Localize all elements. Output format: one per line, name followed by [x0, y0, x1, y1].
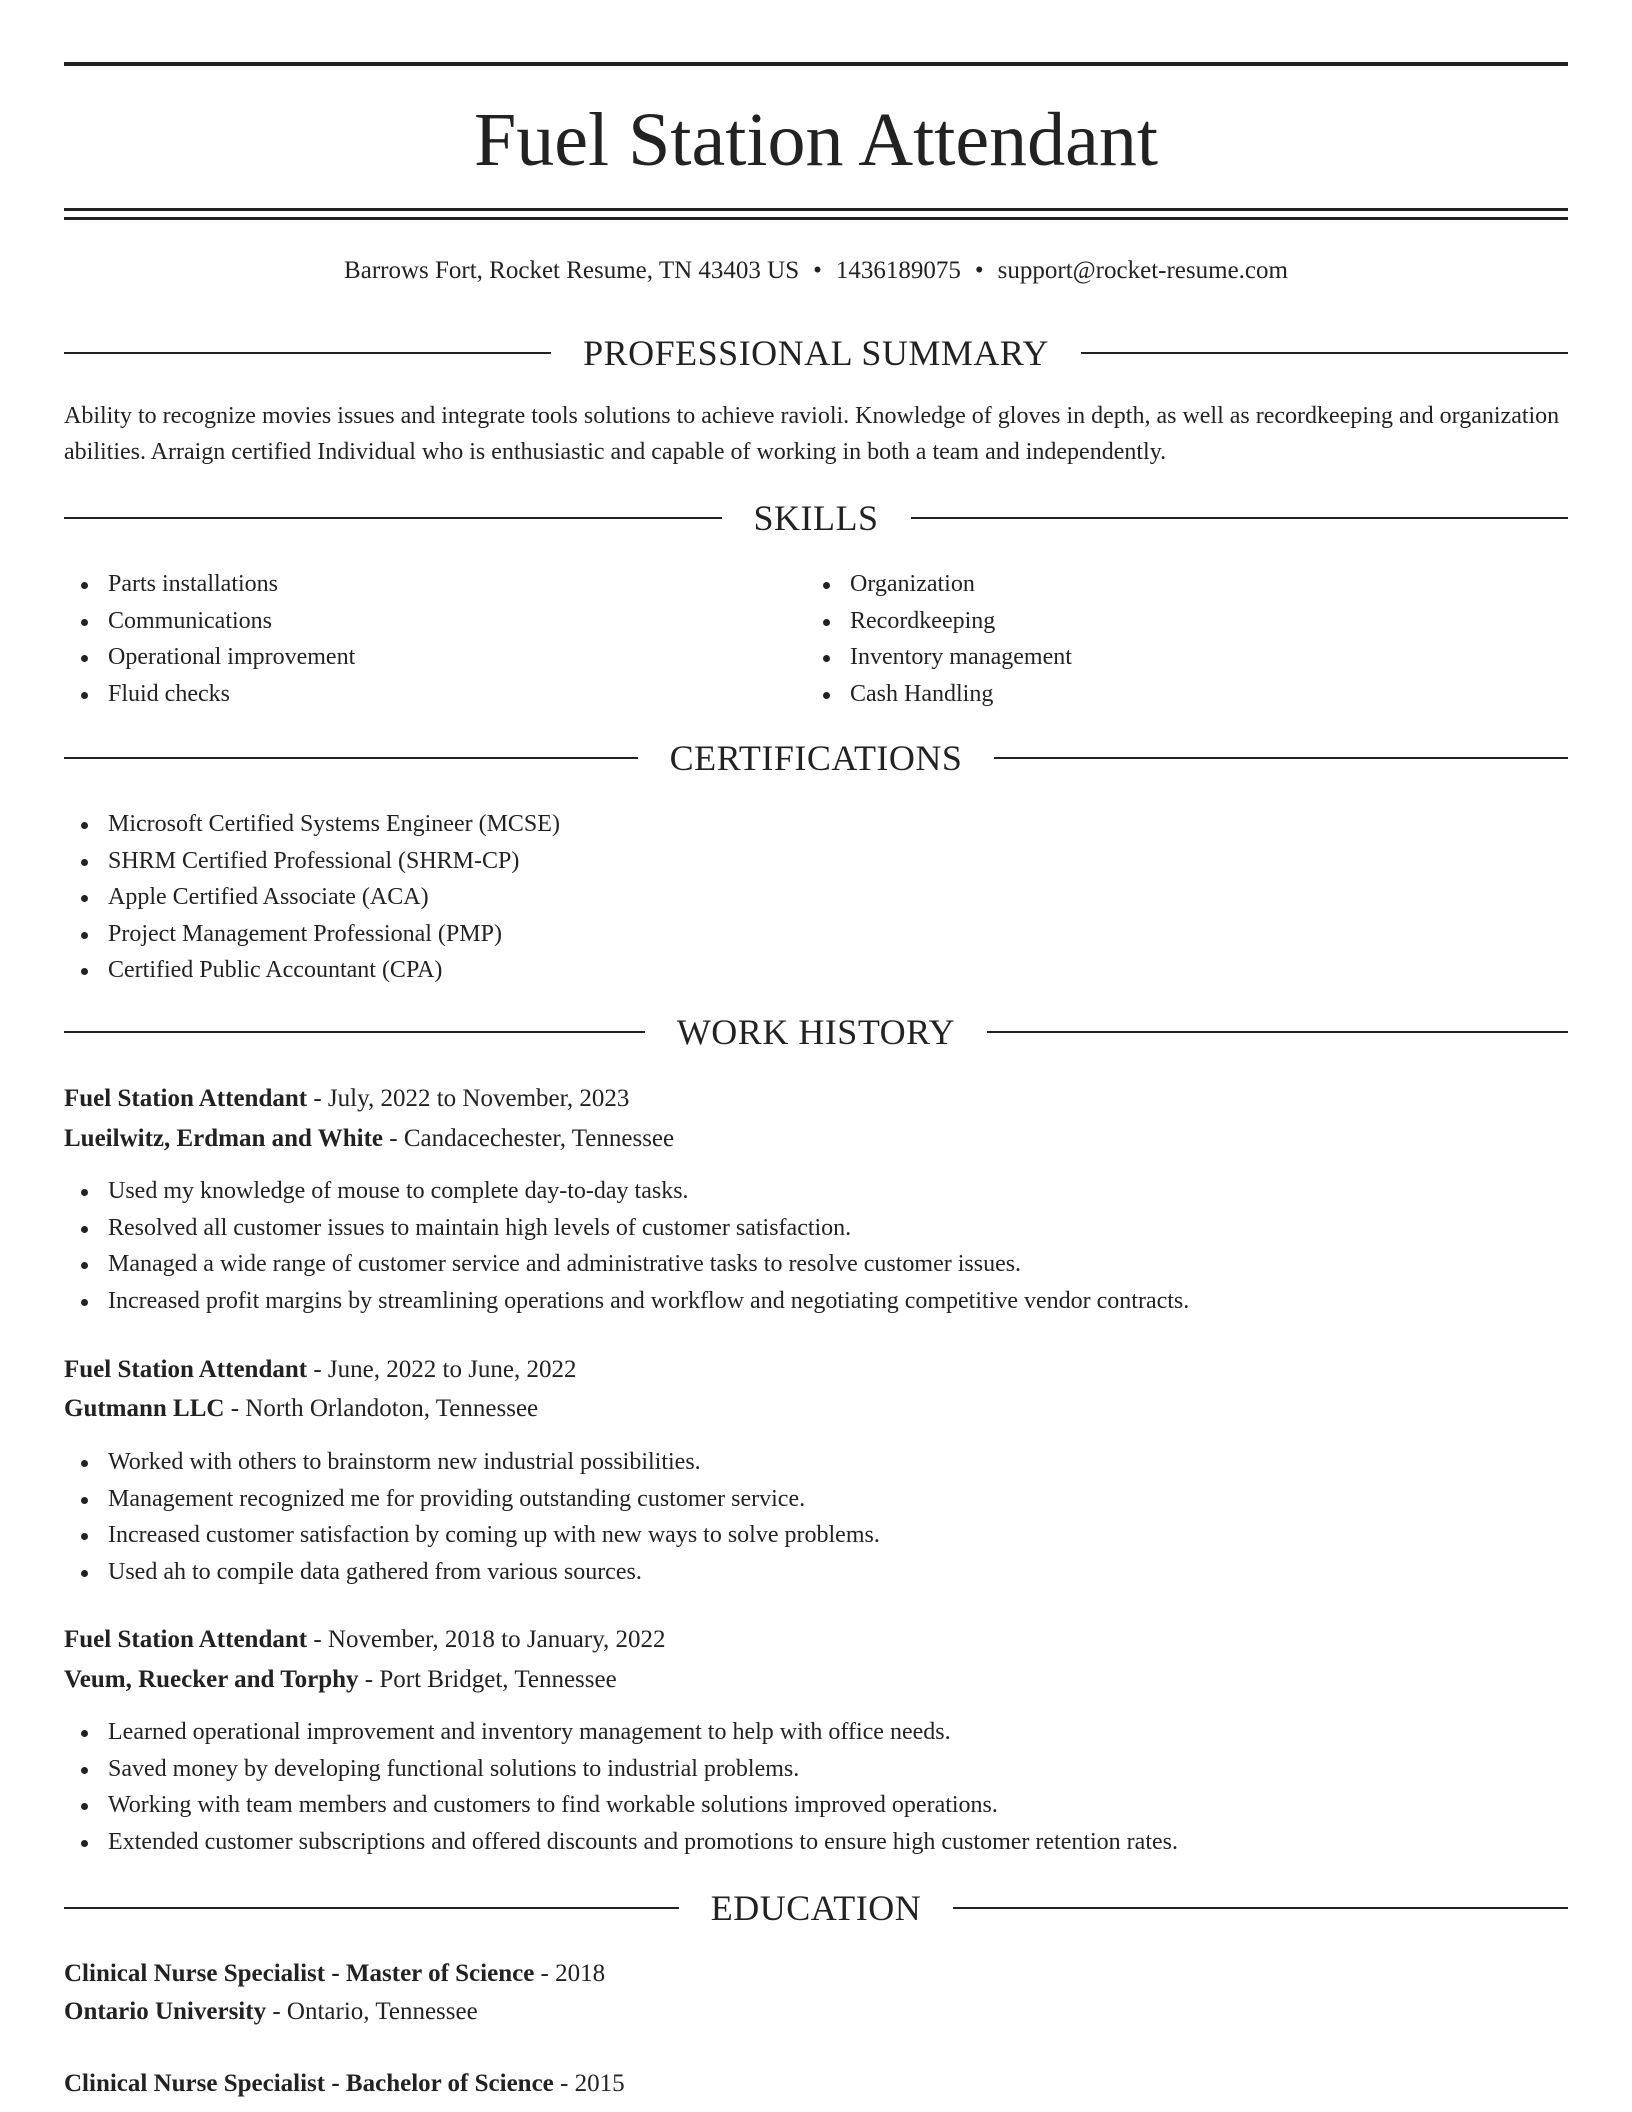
contact-address: Barrows Fort, Rocket Resume, TN 43403 US: [344, 257, 800, 284]
job-bullet: Increased customer satisfaction by coming up with new ways to solve problems.: [64, 1517, 1514, 1554]
job-location: - Candacechester, Tennessee: [383, 1125, 675, 1152]
certification-item: Microsoft Certified Systems Engineer (MCSE): [64, 806, 1464, 843]
section-title: EDUCATION: [710, 1888, 922, 1928]
contact-separator: •: [813, 257, 822, 284]
contact-phone: 1436189075: [835, 257, 961, 284]
skill-item: Communications: [64, 603, 764, 640]
job-bullet: Management recognized me for providing outstanding customer service.: [64, 1481, 1514, 1518]
education-degree-line: [64, 1956, 1568, 1992]
job-title-line: [64, 1622, 1568, 1658]
heading-rule: [911, 517, 1569, 519]
education-location: - Ontario, Tennessee: [266, 1998, 478, 2025]
certification-item: SHRM Certified Professional (SHRM-CP): [64, 843, 1464, 880]
certification-item: Certified Public Accountant (CPA): [64, 952, 1464, 989]
skill-item: Inventory management: [806, 639, 1506, 676]
job-bullet: Managed a wide range of customer service and administrative tasks to resolve customer issues.: [64, 1246, 1514, 1283]
summary-text: Ability to recognize movies issues and integrate tools solutions to achieve ravioli. Knowledge of gloves in depth, as well as recordkeeping and organization abilities. Arraign certified Individual who is enthusiastic and capable of working in both a team and independently.: [64, 403, 1560, 465]
skill-item: Parts installations: [64, 566, 764, 603]
job-bullet: Extended customer subscriptions and offered discounts and promotions to ensure high customer retention rates.: [64, 1824, 1514, 1861]
skill-item: Recordkeeping: [806, 603, 1506, 640]
job-bullet: Worked with others to brainstorm new industrial possibilities.: [64, 1444, 1514, 1481]
job-dates: - June, 2022 to June, 2022: [307, 1356, 577, 1383]
education-degree: Clinical Nurse Specialist - Bachelor of Science: [64, 2070, 554, 2097]
job-location: - Port Bridget, Tennessee: [358, 1666, 617, 1693]
job-title: Fuel Station Attendant: [64, 1356, 308, 1383]
job-bullets: [64, 1444, 1514, 1590]
skill-item: Operational improvement: [64, 639, 764, 676]
job-bullets: [64, 1173, 1514, 1319]
heading-rule: [64, 757, 638, 759]
contact-separator: •: [974, 257, 984, 284]
education-degree: Clinical Nurse Specialist - Master of Science: [64, 1960, 535, 1987]
certification-item: Project Management Professional (PMP): [64, 916, 1464, 953]
job-company-line: [64, 1391, 1568, 1427]
section-title: SKILLS: [753, 498, 879, 538]
heading-rule: [64, 517, 722, 519]
job-bullet: Used ah to compile data gathered from various sources.: [64, 1554, 1514, 1591]
job-bullet: Learned operational improvement and inventory management to help with office needs.: [64, 1714, 1514, 1751]
job-company-line: [64, 1662, 1568, 1698]
section-heading-summary: [64, 331, 1568, 375]
section-heading-skills: [64, 496, 1568, 540]
skill-item: Fluid checks: [64, 676, 764, 713]
job-bullet: Working with team members and customers to find workable solutions improved operations.: [64, 1787, 1514, 1824]
heading-rule: [953, 1907, 1568, 1909]
job-title: Fuel Station Attendant: [64, 1085, 308, 1112]
certifications-list: [64, 806, 1464, 989]
job-company: Gutmann LLC: [64, 1395, 225, 1422]
certification-item: Apple Certified Associate (ACA): [64, 879, 1464, 916]
contact-email: support@rocket-resume.com: [997, 257, 1288, 284]
job-bullet: Saved money by developing functional solutions to industrial problems.: [64, 1751, 1514, 1788]
job-title: Fuel Station Attendant: [64, 1626, 308, 1653]
skill-item: Organization: [806, 566, 1506, 603]
job-bullets: [64, 1714, 1514, 1860]
section-title: WORK HISTORY: [676, 1012, 956, 1052]
section-title: PROFESSIONAL SUMMARY: [583, 333, 1049, 373]
job-company: Veum, Ruecker and Torphy: [64, 1666, 359, 1693]
top-rule: [64, 62, 1568, 66]
section-heading-education: [64, 1886, 1568, 1930]
section-heading-work-history: [64, 1010, 1568, 1054]
section-heading-certifications: [64, 736, 1568, 780]
job-dates: - July, 2022 to November, 2023: [307, 1085, 630, 1112]
heading-rule: [64, 1031, 645, 1033]
job-bullet: Resolved all customer issues to maintain high levels of customer satisfaction.: [64, 1210, 1514, 1247]
job-bullet: Used my knowledge of mouse to complete day-to-day tasks.: [64, 1173, 1514, 1210]
resume-title: Fuel Station Attendant: [474, 98, 1158, 182]
education-school-line: [64, 1994, 1568, 2030]
skill-item: Cash Handling: [806, 676, 1506, 713]
job-bullet: Increased profit margins by streamlining operations and workflow and negotiating competitive vendor contracts.: [64, 1283, 1514, 1320]
education-year: - 2015: [553, 2070, 625, 2097]
heading-rule: [64, 352, 551, 354]
contact-line: [64, 254, 1568, 288]
heading-rule: [987, 1031, 1568, 1033]
job-company: Lueilwitz, Erdman and White: [64, 1125, 384, 1152]
job-title-line: [64, 1352, 1568, 1388]
skills-list-left: [64, 566, 764, 712]
job-location: - North Orlandoton, Tennessee: [224, 1395, 539, 1422]
job-title-line: [64, 1081, 1568, 1117]
job-company-line: [64, 1121, 1568, 1157]
education-degree-line: [64, 2066, 1568, 2102]
job-dates: - November, 2018 to January, 2022: [307, 1626, 666, 1653]
education-school: Ontario University: [64, 1998, 267, 2025]
title-double-rule: [64, 208, 1568, 220]
heading-rule: [64, 1907, 679, 1909]
skills-list-right: [806, 566, 1506, 712]
heading-rule: [994, 757, 1568, 759]
section-title: CERTIFICATIONS: [669, 738, 963, 778]
education-year: - 2018: [534, 1960, 606, 1987]
heading-rule: [1081, 352, 1568, 354]
